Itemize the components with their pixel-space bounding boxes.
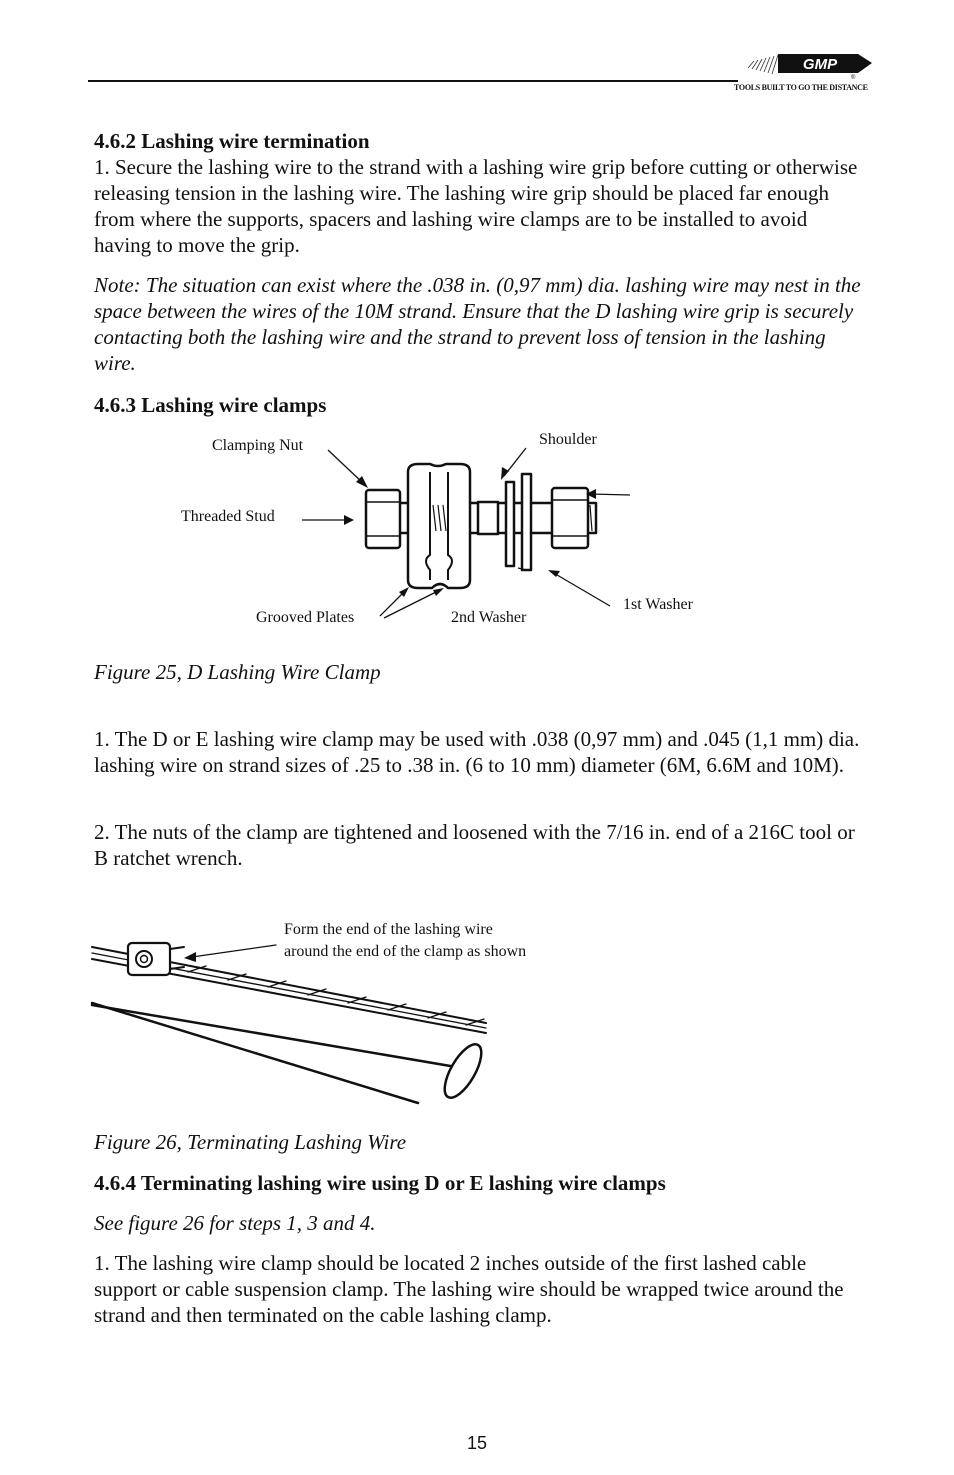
clamp-para-1: 1. The D or E lashing wire clamp may be used with .038 (0,97 mm) and .045 (1,1 mm) dia. lashing wire on strand sizes of .25 to .38 in. (6 to 10 mm) diameter (6M, 6.6M and 10M). [94,727,860,777]
heading-4-6-3: 4.6.3 Lashing wire clamps [94,393,327,417]
logo-tagline: TOOLS BUILT TO GO THE DISTANCE [734,83,868,92]
label-1st-washer: 1st Washer [623,596,693,613]
label-shoulder: Shoulder [539,431,597,448]
label-threaded-stud: Threaded Stud [181,508,275,525]
para-4-6-4-1: 1. The lashing wire clamp should be located 2 inches outside of the first lashed cable support or cable suspension clamp. The lashing wire should be wrapped twice around the strand and then terminated on the cable lashing clamp. [94,1251,844,1327]
figure-26-callout-line-1: Form the end of the lashing wire [284,921,493,938]
see-figure-note: See figure 26 for steps 1, 3 and 4. [94,1211,376,1235]
svg-text:®: ® [851,75,856,81]
svg-text:GMP: GMP [802,56,838,73]
page-number: 15 [466,1433,488,1453]
note-4-6-2: Note: The situation can exist where the .038 in. (0,97 mm) dia. lashing wire may nest in the space between the wires of the 10M strand. Ensure that the D lashing wire grip is securely contacting both the lashing wire and the strand to prevent loss of tension in the lashing wire. [94,273,861,375]
para-4-6-2-1: 1. Secure the lashing wire to the strand with a lashing wire grip before cutting or otherwise releasing tension in the lashing wire. The lashing wire grip should be placed far enough from where the supports, spacers and lashing wire clamps are to be installed to avoid having to move the grip. [94,155,858,257]
figure-26-callout-line-2: around the end of the clamp as shown [284,943,527,960]
label-grooved-plates: Grooved Plates [256,609,355,626]
figure-26-caption: Figure 26, Terminating Lashing Wire [94,1130,407,1154]
label-clamping-nut: Clamping Nut [212,437,304,454]
lashing-wire-clamp-figure [290,430,660,620]
clamp-para-2: 2. The nuts of the clamp are tightened and loosened with the 7/16 in. end of a 216C tool or B ratchet wrench. [94,820,855,870]
heading-4-6-2: 4.6.2 Lashing wire termination [94,129,370,153]
header-rule [88,80,738,82]
heading-4-6-4: 4.6.4 Terminating lashing wire using D or E lashing wire clamps [94,1171,666,1195]
label-2nd-washer: 2nd Washer [451,609,527,626]
figure-25-caption: Figure 25, D Lashing Wire Clamp [94,660,381,684]
